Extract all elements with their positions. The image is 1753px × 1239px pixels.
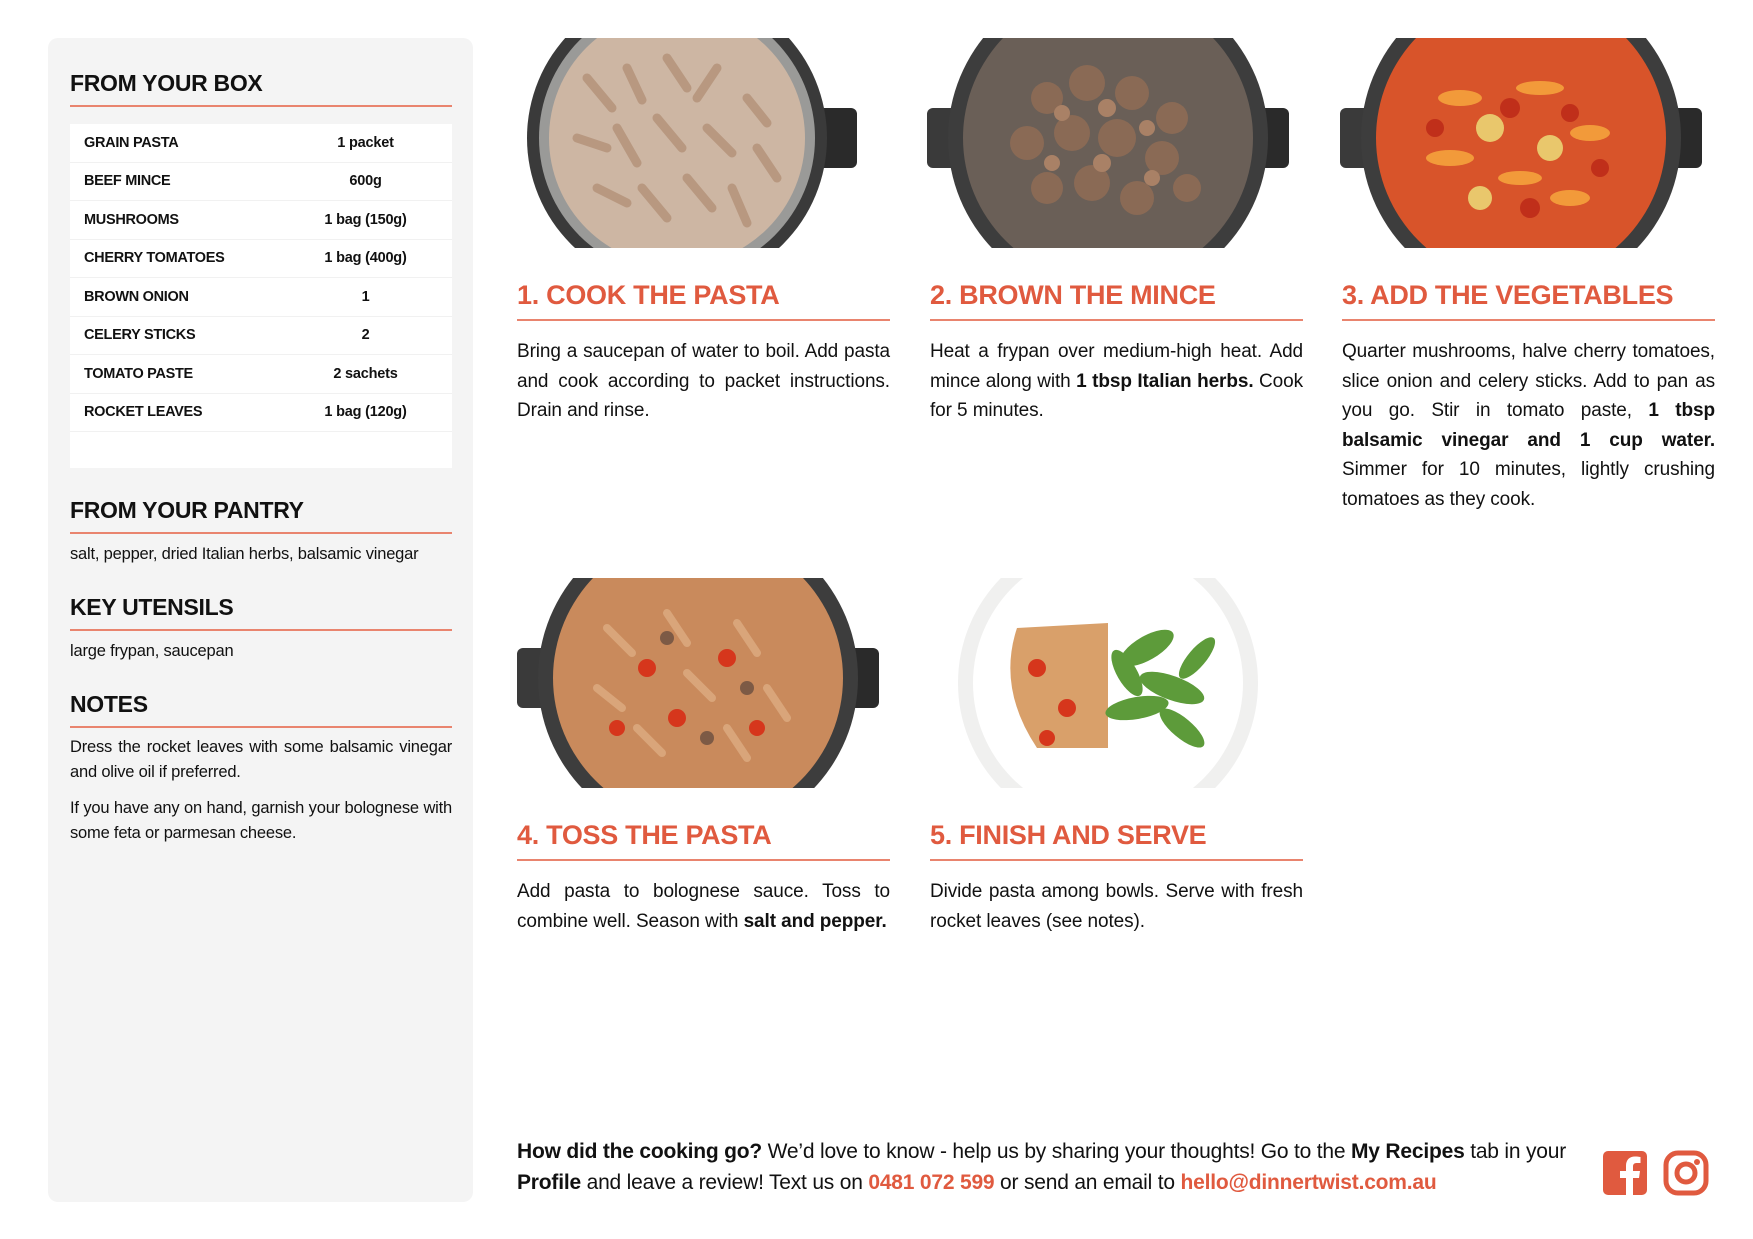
ingredient-name: BEEF MINCE xyxy=(84,173,171,190)
step-2-heading: 2. BROWN THE MINCE xyxy=(930,280,1303,321)
phone-link[interactable]: 0481 072 599 xyxy=(868,1171,995,1194)
ingredient-qty: 1 packet xyxy=(337,134,394,151)
step-1-photo xyxy=(517,38,879,248)
notes-text xyxy=(70,735,452,857)
ingredient-qty: 1 xyxy=(361,288,370,305)
table-row xyxy=(70,201,452,240)
step-3-text: Quarter mushrooms, halve cherry tomatoes, slice onion and celery sticks. Add to pan as you go. Stir in tomato paste, 1 tbsp balsamic vinegar and 1 cup water. Simmer for 10 minutes, lightly crushing tomatoes as they cook. xyxy=(1342,341,1715,510)
step-3-heading: 3. ADD THE VEGETABLES xyxy=(1342,280,1715,321)
step-5-heading: 5. FINISH AND SERVE xyxy=(930,820,1303,861)
ingredient-qty: 2 sachets xyxy=(333,365,398,382)
from-your-box-heading: FROM YOUR BOX xyxy=(70,70,452,107)
ingredient-name: BROWN ONION xyxy=(84,288,189,305)
table-spacer xyxy=(70,432,452,468)
notes-heading: NOTES xyxy=(70,691,452,728)
key-utensils-heading: KEY UTENSILS xyxy=(70,594,452,631)
step-4-text: Add pasta to bolognese sauce. Toss to combine well. Season with salt and pepper. xyxy=(517,881,890,932)
note-item: Dress the rocket leaves with some balsamic vinegar and olive oil if preferred. xyxy=(70,738,452,781)
facebook-icon[interactable] xyxy=(1602,1150,1648,1196)
ingredients-table xyxy=(70,124,452,468)
table-row xyxy=(70,124,452,163)
step-2-photo xyxy=(927,38,1289,248)
ingredient-name: GRAIN PASTA xyxy=(84,134,179,151)
step-1-heading: 1. COOK THE PASTA xyxy=(517,280,890,321)
ingredient-qty: 1 bag (150g) xyxy=(324,211,407,228)
footer-question: How did the cooking go? xyxy=(517,1140,763,1163)
step-5-text: Divide pasta among bowls. Serve with fresh rocket leaves (see notes). xyxy=(930,881,1303,932)
ingredient-qty: 600g xyxy=(349,173,382,190)
step-4-photo xyxy=(517,578,879,788)
ingredient-qty: 2 xyxy=(361,327,370,344)
from-your-pantry-heading: FROM YOUR PANTRY xyxy=(70,497,452,534)
table-row xyxy=(70,355,452,394)
step-5-photo xyxy=(927,578,1289,788)
table-row xyxy=(70,278,452,317)
profile-label: Profile xyxy=(517,1171,581,1194)
step-2-text: Heat a frypan over medium-high heat. Add mince along with 1 tbsp Italian herbs. Cook for 5 minutes. xyxy=(930,341,1303,421)
ingredient-qty: 1 bag (120g) xyxy=(324,404,407,421)
utensils-text: large frypan, saucepan xyxy=(70,642,234,660)
feedback-footer: How did the cooking go? We’d love to know - help us by sharing your thoughts! Go to the My Recipes tab in your Profile and leave a review! Text us on 0481 072 599 or send an email to hello@dinnertwist.com.au xyxy=(517,1140,1567,1194)
ingredient-name: CELERY STICKS xyxy=(84,327,196,344)
my-recipes-label: My Recipes xyxy=(1351,1140,1465,1163)
ingredient-name: CHERRY TOMATOES xyxy=(84,250,225,267)
step-4-heading: 4. TOSS THE PASTA xyxy=(517,820,890,861)
note-item: If you have any on hand, garnish your bolognese with some feta or parmesan cheese. xyxy=(70,799,452,842)
table-row xyxy=(70,394,452,433)
ingredient-name: MUSHROOMS xyxy=(84,211,179,228)
ingredient-name: ROCKET LEAVES xyxy=(84,404,203,421)
step-1-text: Bring a saucepan of water to boil. Add pasta and cook according to packet instructions. Drain and rinse. xyxy=(517,341,890,421)
step-3-photo xyxy=(1340,38,1702,248)
ingredient-name: TOMATO PASTE xyxy=(84,365,193,382)
table-row xyxy=(70,163,452,202)
ingredients-panel xyxy=(48,38,473,1202)
instagram-icon[interactable] xyxy=(1663,1150,1709,1196)
pantry-text: salt, pepper, dried Italian herbs, balsamic vinegar xyxy=(70,545,419,563)
table-row xyxy=(70,317,452,356)
table-row xyxy=(70,240,452,279)
ingredient-qty: 1 bag (400g) xyxy=(324,250,407,267)
email-link[interactable]: hello@dinnertwist.com.au xyxy=(1180,1171,1437,1194)
